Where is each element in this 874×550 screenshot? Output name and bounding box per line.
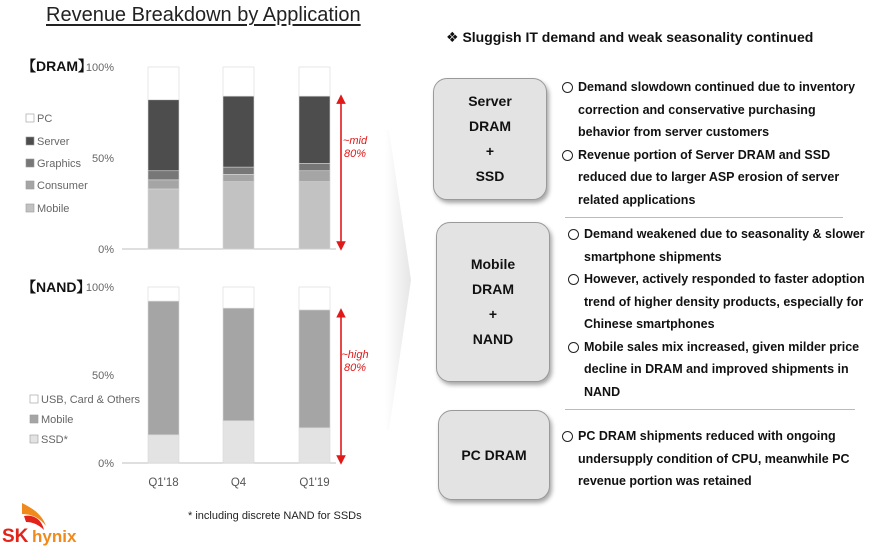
slide-title: Revenue Breakdown by Application	[46, 4, 361, 26]
charts-area	[0, 0, 380, 500]
box-line: Mobile	[470, 256, 516, 272]
legend-label: Graphics	[37, 158, 82, 170]
annotation-value: 80%	[343, 361, 367, 374]
legend-label: SSD*	[41, 434, 68, 446]
section-separator	[565, 217, 843, 218]
headline: ❖ Sluggish IT demand and weak seasonality continued	[446, 29, 814, 45]
box-line: DRAM	[469, 118, 511, 134]
bar-segment-mobile	[148, 301, 179, 435]
legend-swatch	[26, 204, 34, 212]
bar-segment-usb-card-others	[299, 287, 330, 310]
bar-segment-server	[299, 96, 330, 163]
section-separator	[565, 409, 855, 410]
y-tick-label: 0%	[98, 458, 114, 470]
y-tick-label: 100%	[85, 62, 114, 74]
mobile-bullets	[568, 223, 872, 403]
legend-label: Mobile	[37, 203, 70, 215]
pc-dram-box	[438, 410, 550, 500]
sk-hynix-logo	[2, 500, 92, 548]
box-line: PC DRAM	[461, 446, 527, 463]
legend-label: Mobile	[41, 414, 74, 426]
logo-hynix: hynix	[32, 527, 77, 546]
y-tick-label: 50%	[91, 153, 114, 165]
annotation-label: ~high	[341, 348, 369, 361]
bar-segment-pc	[299, 67, 330, 96]
bar-segment-consumer	[223, 174, 254, 181]
legend-label: Consumer	[37, 180, 88, 192]
dram-chart-label: 【DRAM】	[22, 58, 92, 74]
legend-swatch	[30, 435, 38, 443]
legend-label: USB, Card & Others	[41, 394, 141, 406]
bar-segment-server	[223, 96, 254, 167]
bar-segment-ssd-	[299, 428, 330, 463]
y-tick-label: 0%	[98, 244, 114, 256]
box-line: DRAM	[472, 281, 514, 297]
bar-segment-mobile	[299, 182, 330, 249]
bullet-item: Demand weakened due to seasonality & slower smartphone shipments	[568, 223, 872, 268]
bar-segment-graphics	[148, 171, 179, 180]
bar-segment-mobile	[223, 182, 254, 249]
annotation-label: ~mid	[342, 135, 368, 148]
x-tick-label: Q1'19	[299, 477, 330, 489]
y-tick-label: 100%	[85, 282, 114, 294]
legend-swatch	[30, 415, 38, 423]
bar-segment-pc	[148, 67, 179, 100]
bar-segment-consumer	[148, 180, 179, 189]
x-tick-label: Q1'18	[148, 477, 179, 489]
bar-segment-mobile	[148, 189, 179, 249]
bullet-item: However, actively responded to faster adoption trend of higher density products, especially for Chinese smartphones	[568, 268, 872, 336]
nand-chart-label: 【NAND】	[22, 279, 91, 295]
legend-label: PC	[37, 113, 53, 125]
pc-bullets	[562, 425, 858, 493]
bar-segment-usb-card-others	[223, 287, 254, 308]
legend-swatch	[26, 159, 34, 167]
box-line: NAND	[472, 331, 514, 347]
box-line: +	[488, 306, 498, 322]
bar-segment-graphics	[299, 163, 330, 170]
legend-swatch	[26, 137, 34, 145]
bullet-item: PC DRAM shipments reduced with ongoing undersupply condition of CPU, meanwhile PC revenue portion was retained	[562, 425, 858, 493]
bar-segment-mobile	[299, 310, 330, 428]
bullet-item: Mobile sales mix increased, given milder price decline in DRAM and improved shipments in NAND	[568, 336, 872, 404]
box-line: Server	[468, 93, 512, 109]
legend-swatch	[26, 114, 34, 122]
box-line: +	[485, 143, 495, 159]
section-divider-arrow	[385, 130, 411, 430]
x-tick-label: Q4	[230, 477, 247, 489]
bar-segment-usb-card-others	[148, 287, 179, 301]
annotation-value: 80%	[343, 148, 367, 161]
legend-swatch	[26, 181, 34, 189]
bullet-item: Demand slowdown continued due to inventory correction and conservative purchasing behavior from server customers	[562, 76, 868, 144]
bar-segment-mobile	[223, 308, 254, 421]
bar-segment-graphics	[223, 167, 254, 174]
mobile-dram-nand-box	[436, 222, 550, 382]
bar-segment-server	[148, 100, 179, 171]
legend-label: Server	[37, 136, 70, 148]
bar-segment-pc	[223, 67, 254, 96]
y-tick-label: 50%	[91, 370, 114, 382]
footnote: * including discrete NAND for SSDs	[188, 510, 362, 522]
server-bullets	[562, 76, 868, 211]
legend-swatch	[30, 395, 38, 403]
logo-sk: SK	[2, 526, 29, 547]
bar-segment-ssd-	[223, 421, 254, 463]
bullet-item: Revenue portion of Server DRAM and SSD reduced due to larger ASP erosion of server related applications	[562, 144, 868, 212]
box-line: SSD	[475, 168, 505, 184]
server-dram-ssd-box	[433, 78, 547, 200]
bar-segment-consumer	[299, 171, 330, 182]
bar-segment-ssd-	[148, 435, 179, 463]
